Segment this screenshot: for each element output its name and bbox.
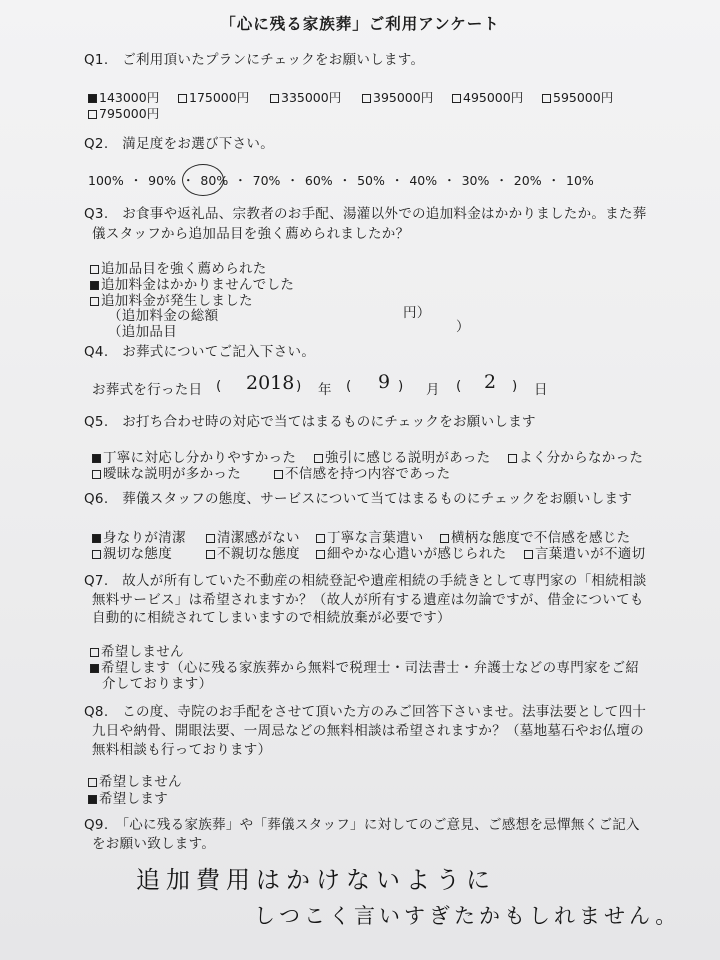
q3-option-extra-fee[interactable]: 追加料金が発生しました	[90, 289, 253, 309]
q4-day-value[interactable]: 2	[484, 371, 497, 393]
q7-question-line1: Q7. 故人が所有していた不動産の相続登記や遺産相続の手続きとして専門家の「相続相談	[84, 573, 647, 589]
q4-year-value[interactable]: 2018	[246, 372, 295, 394]
q8-option-yes[interactable]: 希望します	[88, 787, 168, 807]
q3-option-no-extra-fee[interactable]: 追加料金はかかりませんでした	[90, 273, 294, 293]
q3-items-close: ）	[456, 319, 470, 335]
checkbox[interactable]	[362, 94, 371, 103]
q7-question-line2: 無料サービス」は希望されますか？（故人が所有する遺産は勿論ですが、借金についても	[92, 592, 644, 608]
q5-option-distrust[interactable]: 不信感を持つ内容であった	[274, 462, 450, 482]
checkbox[interactable]	[178, 94, 187, 103]
q7-option-no[interactable]: 希望しません	[90, 640, 184, 660]
q5-option-pushy[interactable]: 強引に感じる説明があった	[314, 446, 490, 466]
q1-question: Q1. ご利用頂いたプランにチェックをお願いします。	[84, 52, 425, 68]
q4-year-unit: 年	[318, 382, 332, 398]
q4-paren-open-year: (	[216, 378, 222, 394]
checkbox[interactable]	[92, 550, 101, 559]
checkbox[interactable]	[88, 110, 97, 119]
q4-paren-open-day: (	[456, 378, 462, 394]
checkbox[interactable]	[92, 470, 101, 479]
q1-option-143000[interactable]: 143000円	[88, 88, 159, 106]
q8-question-line2: 九日や納骨、開眼法要、一周忌などの無料相談は希望されますか？（墓地墓石やお仏壇の	[92, 723, 644, 739]
checkbox[interactable]	[88, 778, 97, 787]
survey-title: 「心に残る家族葬」ご利用アンケート	[220, 15, 500, 33]
q6-question: Q6. 葬儀スタッフの態度、サービスについて当てはまるものにチェックをお願いします	[84, 491, 633, 507]
q6-option-polite-speech[interactable]: 丁寧な言葉遣い	[316, 526, 424, 546]
q3-option-strongly-recommended[interactable]: 追加品目を強く薦められた	[90, 257, 267, 277]
q1-option-495000[interactable]: 495000円	[452, 88, 523, 106]
checkbox-checked[interactable]	[90, 664, 99, 673]
q1-option-335000[interactable]: 335000円	[270, 88, 341, 106]
q3-total-label: （追加料金の総額	[108, 308, 219, 324]
q4-date-label: お葬式を行った日	[92, 382, 203, 398]
q4-paren-close-month: )	[398, 378, 404, 394]
q2-scale: 100% ・ 90% ・ 80% ・ 70% ・ 60% ・ 50% ・ 40% ・ 30% ・ 20% ・ 10%	[88, 173, 594, 188]
checkbox[interactable]	[270, 94, 279, 103]
q9-handwritten-answer-line2[interactable]: しつこく言いすぎたかもしれません。	[254, 904, 681, 928]
q9-handwritten-answer-line1[interactable]: 追加費用はかけないように	[136, 866, 496, 894]
q4-paren-open-month: (	[346, 378, 352, 394]
checkbox[interactable]	[508, 454, 517, 463]
q8-question-line1: Q8. この度、寺院のお手配をさせて頂いた方のみご回答下さいませ。法事法要として四十	[84, 704, 647, 720]
q8-option-no[interactable]: 希望しません	[88, 770, 182, 790]
q9-question-line1: Q9. 「心に残る家族葬」や「葬儀スタッフ」に対してのご意見、ご感想を忌憚無くご記入	[84, 817, 640, 833]
q6-option-unclean[interactable]: 清潔感がない	[206, 526, 300, 546]
checkbox[interactable]	[524, 550, 533, 559]
q9-question-line2: をお願い致します。	[92, 836, 216, 852]
checkbox-checked[interactable]	[88, 795, 97, 804]
q4-paren-close-year: )	[296, 378, 302, 394]
checkbox[interactable]	[452, 94, 461, 103]
q7-question-line3: 自動的に相続されてしまいますので相続放棄が必要です）	[92, 610, 451, 626]
q4-month-unit: 月	[426, 382, 440, 398]
q3-question-line2: 儀スタッフから追加品目を強く薦められましたか？	[92, 226, 410, 242]
checkbox[interactable]	[274, 470, 283, 479]
q1-option-175000[interactable]: 175000円	[178, 88, 249, 106]
q5-option-unclear[interactable]: よく分からなかった	[508, 446, 643, 466]
q3-question-line1: Q3. お食事や返礼品、宗教者のお手配、湯灌以外での追加料金はかかりましたか。また葬	[84, 206, 647, 222]
checkbox[interactable]	[206, 550, 215, 559]
q4-month-value[interactable]: 9	[378, 371, 391, 393]
q1-option-795000[interactable]: 795000円	[88, 104, 159, 122]
checkbox[interactable]	[90, 297, 99, 306]
q4-paren-close-day: )	[512, 378, 518, 394]
checkbox[interactable]	[316, 550, 325, 559]
checkbox[interactable]	[542, 94, 551, 103]
q2-selected-circle	[182, 164, 224, 196]
q6-option-improper-speech[interactable]: 言葉遣いが不適切	[524, 542, 645, 562]
q3-total-unit: 円）	[403, 305, 431, 321]
checkbox-checked[interactable]	[88, 94, 97, 103]
q2-question: Q2. 満足度をお選び下さい。	[84, 136, 275, 152]
q7-option-yes[interactable]: 希望します（心に残る家族葬から無料で税理士・司法書士・弁護士などの専門家をご紹	[90, 656, 639, 676]
q3-items-label: （追加品目	[108, 324, 177, 340]
q4-day-unit: 日	[534, 382, 548, 398]
q6-option-attentive[interactable]: 細やかな心遣いが感じられた	[316, 542, 506, 562]
q1-option-395000[interactable]: 395000円	[362, 88, 433, 106]
q6-option-kind[interactable]: 親切な態度	[92, 542, 172, 562]
q6-option-unkind[interactable]: 不親切な態度	[206, 542, 300, 562]
q6-option-clean[interactable]: 身なりが清潔	[92, 526, 186, 546]
q1-option-595000[interactable]: 595000円	[542, 88, 613, 106]
q5-option-polite[interactable]: 丁寧に対応し分かりやすかった	[92, 446, 296, 466]
q5-question: Q5. お打ち合わせ時の対応で当てはまるものにチェックをお願いします	[84, 414, 536, 430]
q7-option-yes-continuation: 介しております）	[102, 676, 213, 692]
q6-option-arrogant[interactable]: 横柄な態度で不信感を感じた	[440, 526, 630, 546]
q8-question-line3: 無料相談も行っております）	[92, 742, 272, 758]
q4-question: Q4. お葬式についてご記入下さい。	[84, 344, 316, 360]
q5-option-vague[interactable]: 曖昧な説明が多かった	[92, 462, 241, 482]
